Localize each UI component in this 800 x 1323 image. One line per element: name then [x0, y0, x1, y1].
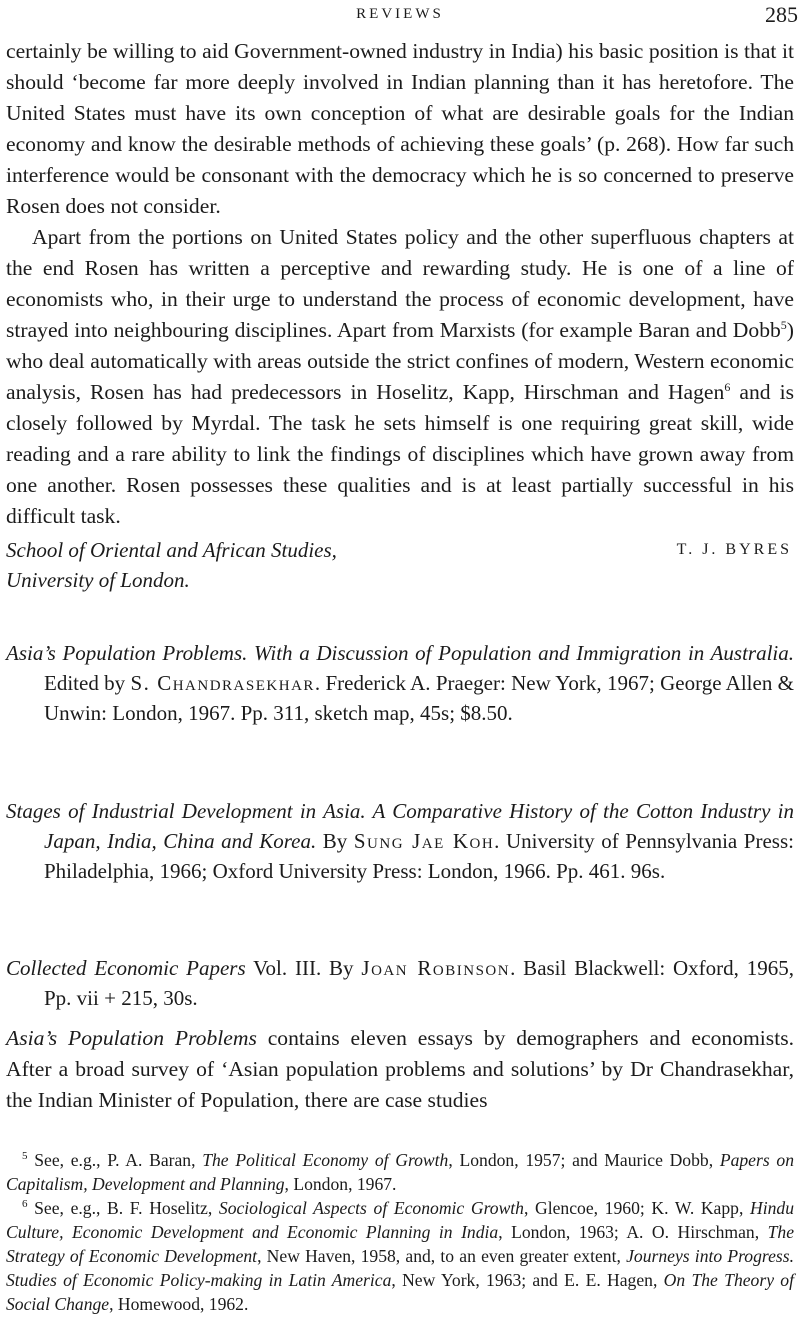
reviewer-name: T. J. BYRES	[676, 541, 792, 558]
reviewer-signature	[6, 535, 794, 595]
book-details: . Frederick A. Praeger: New York, 1967; George Allen & Unwin: London, 1967. Pp. 311, sketch map, 45s; $8.50.	[44, 671, 794, 725]
review-continuation	[6, 36, 794, 532]
paragraph-2-text-b: ) who deal automatically with areas outside the strict confines of modern, Western economic analysis, Rosen has had predecessors in Hoselitz, Kapp, Hirschman and Hagen	[6, 318, 794, 404]
book-by: By	[316, 829, 354, 853]
book-entry-3	[6, 953, 794, 1013]
footnote-cited-title: The Strategy of Economic Development	[6, 1222, 794, 1266]
footnote-text: , London, 1963; A. O. Hirschman,	[498, 1222, 768, 1242]
paragraph-1: certainly be willing to aid Government-owned industry in India) his basic position is that it should ‘become far more deeply involved in Indian planning than it has heretofore. The United States must have its own conception of what are desirable goals for the Indian economy and know the desirable methods of achieving these goals’ (p. 268). How far such interference would be consonant with the democracy which he is so concerned to preserve Rosen does not consider.	[6, 39, 794, 218]
book-entry-1	[6, 638, 794, 728]
paragraph-2-text-a: Apart from the portions on United States policy and the other superfluous chapters at the end Rosen has written a perceptive and rewarding study. He is one of a line of economists who, in their urge to understand the process of economic development, have strayed into neighbouring disciplines. Apart from Marxists (for example Baran and Dobb	[6, 225, 794, 342]
review-opening-paragraph	[6, 1023, 794, 1116]
footnote-text: , New York, 1963; and E. E. Hagen,	[391, 1270, 664, 1290]
footnote-text: , London, 1967.	[284, 1174, 397, 1194]
footnote-cited-title: On The Theory of Social Change	[6, 1270, 794, 1314]
review-body	[6, 1023, 794, 1116]
review-text: contains eleven essays by demographers and economists. After a broad survey of ‘Asian population problems and solutions’ by Dr Chandrasekhar, the Indian Minister of Population, there are case studies	[6, 1026, 794, 1112]
footnote-text: See, e.g., B. F. Hoselitz,	[27, 1198, 219, 1218]
footnote-5	[6, 1148, 794, 1196]
book-details: . University of Pennsylvania Press: Philadelphia, 1966; Oxford University Press: London, 1966. Pp. 461. 96s.	[44, 829, 794, 883]
book-author: Sung Jae Koh	[353, 829, 495, 853]
book-author: S. Chandrasekhar	[130, 671, 315, 695]
footnote-ref-5: 5	[780, 317, 787, 332]
footnotes	[6, 1148, 794, 1316]
footnote-text: , London, 1957; and Maurice Dobb,	[448, 1150, 720, 1170]
book-citation-3	[6, 953, 794, 1013]
footnote-cited-title: Papers on Capitalism, Development and Planning	[6, 1150, 794, 1194]
footnote-cited-title: Journeys into Progress. Studies of Economic Policy-making in Latin America	[6, 1246, 794, 1290]
footnote-cited-title: Sociological Aspects of Economic Growth	[218, 1198, 524, 1218]
footnote-6	[6, 1196, 794, 1316]
affiliation-line-2: University of London.	[6, 568, 190, 592]
footnote-text: , Homewood, 1962.	[109, 1294, 249, 1314]
book-title: Collected Economic Papers	[6, 956, 246, 980]
book-by: Vol. III. By	[245, 956, 362, 980]
footnote-mark: 6	[22, 1198, 28, 1211]
review-book-title: Asia’s Population Problems	[6, 1026, 257, 1050]
paragraph-2	[6, 222, 794, 532]
running-title: REVIEWS	[356, 6, 444, 22]
running-head	[0, 2, 800, 32]
page-number: 285	[765, 2, 798, 27]
footnote-mark: 5	[22, 1150, 28, 1163]
book-by: Edited by	[44, 671, 131, 695]
footnote-ref-6: 6	[724, 379, 731, 394]
affiliation-line-1: School of Oriental and African Studies,	[6, 538, 337, 562]
book-citation-2	[6, 796, 794, 886]
footnote-cited-title: The Political Economy of Growth	[202, 1150, 449, 1170]
footnote-text: , New Haven, 1958, and, to an even greater extent,	[257, 1246, 627, 1266]
paragraph-2-text-c: and is closely followed by Myrdal. The task he sets himself is one requiring great skill, wide reading and a rare ability to link the findings of disciplines which have grown away from one another. Rosen possesses these qualities and is at least partially successful in his difficult task.	[6, 380, 794, 528]
book-entry-2	[6, 796, 794, 886]
book-title: Stages of Industrial Development in Asia. A Comparative History of the Cotton Industry in Japan, India, China and Korea.	[6, 799, 794, 853]
footnote-text: See, e.g., P. A. Baran,	[27, 1150, 203, 1170]
book-author: Joan Robinson	[361, 956, 511, 980]
book-title: Asia’s Population Problems. With a Discussion of Population and Immigration in Australia.	[6, 641, 794, 665]
footnote-cited-title: Hindu Culture, Economic Development and Economic Planning in India	[6, 1198, 794, 1242]
book-details: . Basil Blackwell: Oxford, 1965, Pp. vii + 215, 30s.	[44, 956, 795, 1010]
book-citation-1	[6, 638, 794, 728]
footnote-text: , Glencoe, 1960; K. W. Kapp,	[523, 1198, 751, 1218]
